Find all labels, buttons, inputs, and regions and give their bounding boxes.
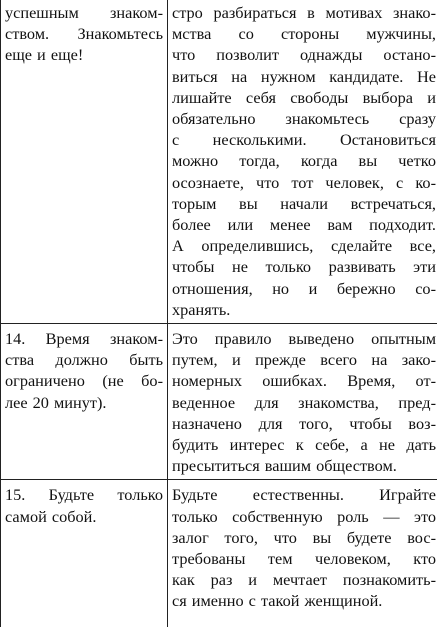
table-row xyxy=(1,0,437,324)
text-line: 15. Будьте только xyxy=(5,484,163,505)
text-line: Это правило выведено опытным xyxy=(172,328,436,349)
text-line: ства должно быть xyxy=(5,349,163,370)
text-line: чтобы не только развивать эти xyxy=(172,256,436,277)
explanation-cell xyxy=(168,324,437,480)
text-line: успешным знаком- xyxy=(5,2,163,23)
text-line: виться на нужном кандидате. Не xyxy=(172,66,436,87)
text-line: хранять. xyxy=(172,299,436,320)
text-line: торым вы начали встречаться, xyxy=(172,193,436,214)
text-line: что позволит однажды остано- xyxy=(172,44,436,65)
text-line: с несколькими. Остановиться xyxy=(172,129,436,150)
text-line: лее 20 минут). xyxy=(5,392,163,413)
text-line: как раз и мечтает познакомить- xyxy=(172,569,436,590)
text-line: ограничено (не бо- xyxy=(5,370,163,391)
text-line: требованы тем человеком, кто xyxy=(172,548,436,569)
explanation-cell xyxy=(168,0,437,324)
text-line: самой собой. xyxy=(5,506,163,527)
text-line: осознаете, что тот человек, с ко- xyxy=(172,172,436,193)
text-line: Будьте естественны. Играйте xyxy=(172,484,436,505)
text-line: можно тогда, когда вы четко xyxy=(172,150,436,171)
text-line: мства со стороны мужчины, xyxy=(172,23,436,44)
text-line: еще и еще! xyxy=(5,44,163,65)
rule-cell xyxy=(1,480,168,627)
explanation-cell xyxy=(168,480,437,627)
table-row xyxy=(1,480,437,627)
text-line: отношения, но и бережно со- xyxy=(172,278,436,299)
text-line: стро разбираться в мотивах знако- xyxy=(172,2,436,23)
text-line: залог того, что вы будете вос- xyxy=(172,527,436,548)
text-line: только собственную роль — это xyxy=(172,506,436,527)
text-line: пресытиться вашим обществом. xyxy=(172,455,436,476)
text-line: ся именно с такой женщиной. xyxy=(172,590,436,611)
text-line: веденное для знакомства, пред- xyxy=(172,392,436,413)
text-line: ством. Знакомьтесь xyxy=(5,23,163,44)
text-line: лишайте себя свободы выбора и xyxy=(172,87,436,108)
table-row xyxy=(1,324,437,480)
text-line: путем, и прежде всего на зако- xyxy=(172,349,436,370)
text-line: назначено для того, чтобы воз- xyxy=(172,413,436,434)
text-line: будить интерес к себе, а не дать xyxy=(172,434,436,455)
text-line: 14. Время знаком- xyxy=(5,328,163,349)
text-line: номерных ошибках. Время, от- xyxy=(172,370,436,391)
rule-cell xyxy=(1,0,168,324)
text-line: А определившись, сделайте все, xyxy=(172,235,436,256)
rule-cell xyxy=(1,324,168,480)
text-line: обязательно знакомьтесь сразу xyxy=(172,108,436,129)
text-line: более или менее вам подходит. xyxy=(172,214,436,235)
